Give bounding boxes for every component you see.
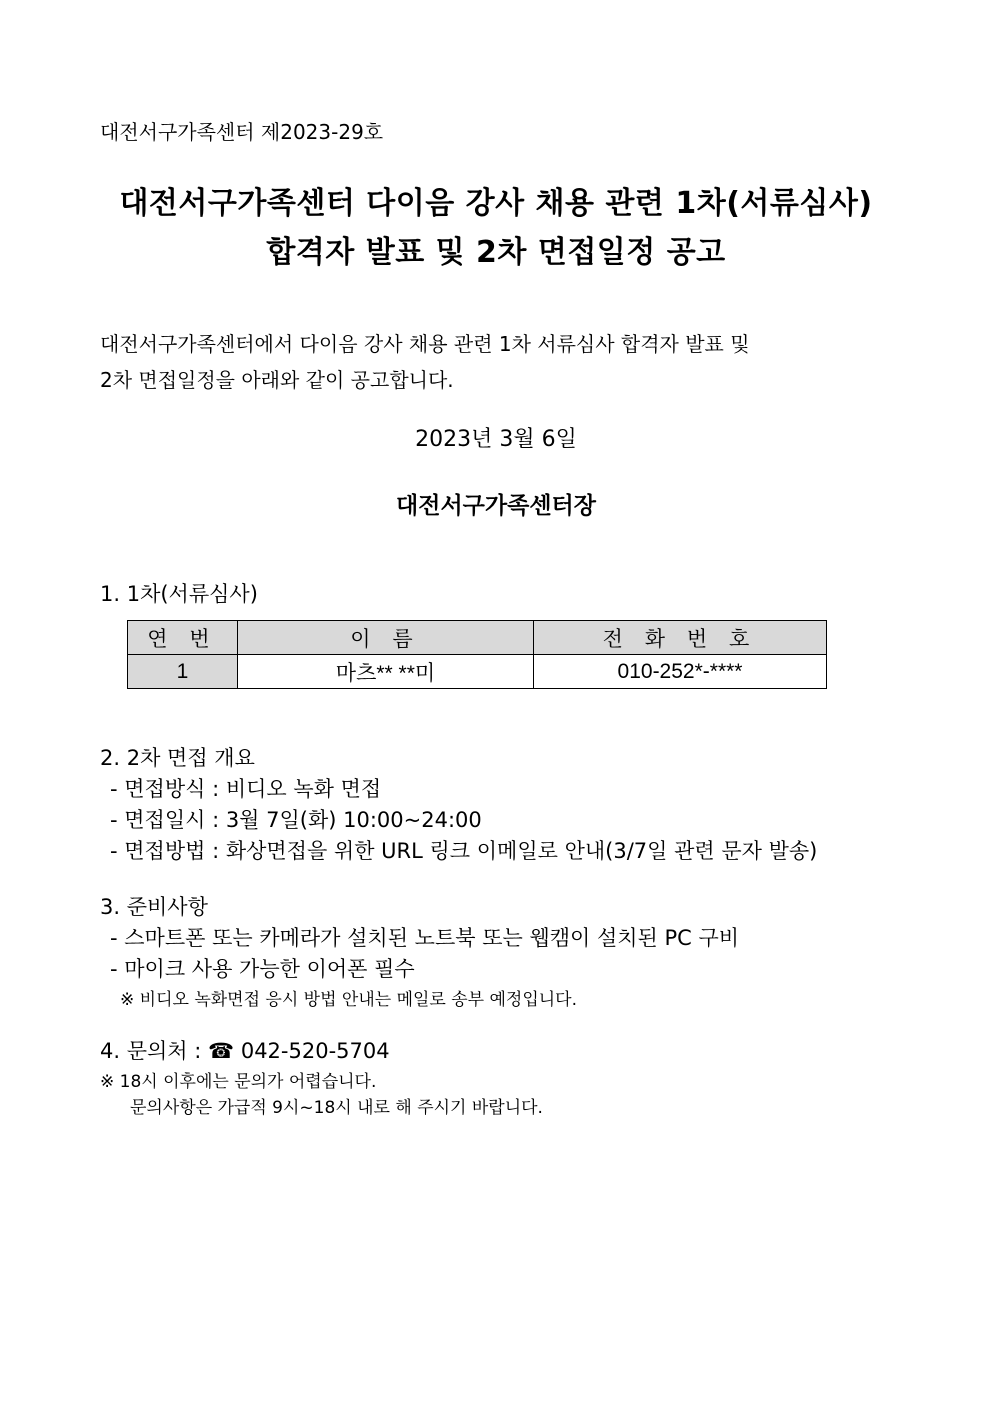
column-header-phone: 전 화 번 호 <box>534 621 827 655</box>
contact-heading: 4. 문의처 : ☎ 042-520-5704 <box>100 1039 390 1063</box>
cell-phone: 010-252*-**** <box>534 655 827 689</box>
preparation-item-device: - 스마트폰 또는 카메라가 설치된 노트북 또는 웹캠이 설치된 PC 구비 <box>110 926 740 950</box>
intro-text-line-1: 대전서구가족센터에서 다이음 강사 채용 관련 1차 서류심사 합격자 발표 및 <box>100 332 750 356</box>
cell-name: 마츠** **미 <box>238 655 534 689</box>
preparation-note: ※ 비디오 녹화면접 응시 방법 안내는 메일로 송부 예정입니다. <box>120 990 578 1010</box>
intro-text-line-2: 2차 면접일정을 아래와 같이 공고합니다. <box>100 368 454 392</box>
announcement-date: 2023년 3월 6일 <box>415 427 577 452</box>
document-number: 대전서구가족센터 제2023-29호 <box>100 120 384 144</box>
contact-note-2: 문의사항은 가급적 9시~18시 내로 해 주시기 바랍니다. <box>130 1098 543 1118</box>
interview-method: - 면접방식 : 비디오 녹화 면접 <box>110 777 382 801</box>
contact-note-1: ※ 18시 이후에는 문의가 어렵습니다. <box>100 1072 377 1092</box>
interview-procedure: - 면접방법 : 화상면접을 위한 URL 링크 이메일로 안내(3/7일 관련 문자 발송) <box>110 839 818 863</box>
results-table <box>127 620 827 689</box>
page-title-line-2: 합격자 발표 및 2차 면접일정 공고 <box>266 235 726 270</box>
column-header-number: 연 번 <box>128 621 238 655</box>
interview-datetime: - 면접일시 : 3월 7일(화) 10:00~24:00 <box>110 808 482 832</box>
section-3-heading: 3. 준비사항 <box>100 895 208 919</box>
cell-number: 1 <box>128 655 238 689</box>
preparation-item-earphone: - 마이크 사용 가능한 이어폰 필수 <box>110 957 415 981</box>
page-title-line-1: 대전서구가족센터 다이음 강사 채용 관련 1차(서류심사) <box>119 186 873 221</box>
signer: 대전서구가족센터장 <box>396 493 596 519</box>
section-1-heading: 1. 1차(서류심사) <box>100 582 258 606</box>
table-row <box>128 655 827 689</box>
section-2-heading: 2. 2차 면접 개요 <box>100 746 255 770</box>
table-header-row <box>128 621 827 655</box>
column-header-name: 이 름 <box>238 621 534 655</box>
